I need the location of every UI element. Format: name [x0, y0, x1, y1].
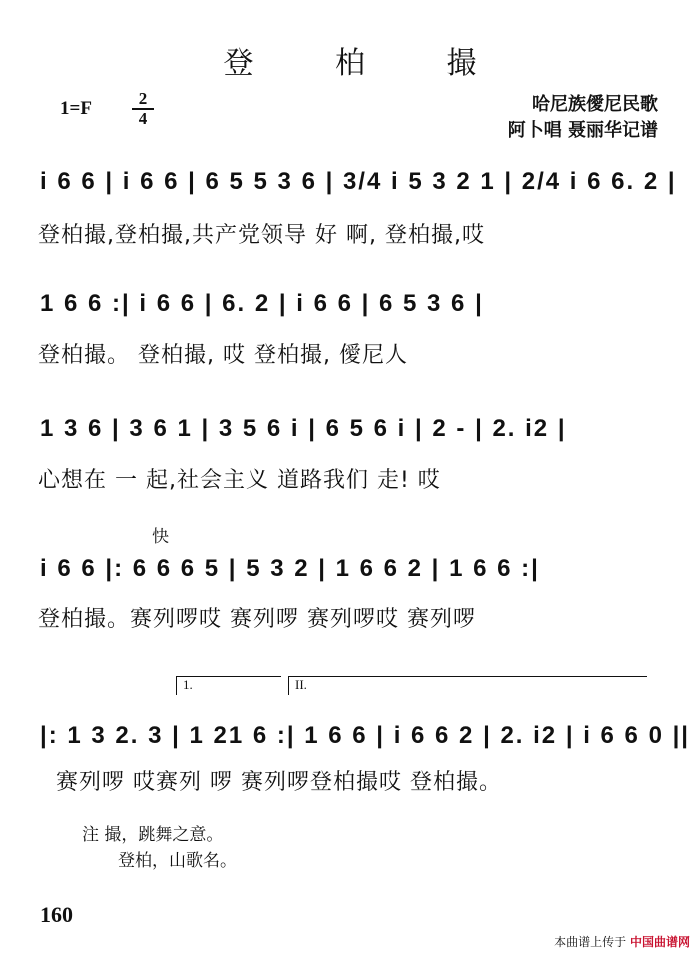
source-credit: [554, 933, 690, 950]
lyrics-row-1: 登柏撮,登柏撮,共产党领导 好 啊, 登柏撮,哎: [38, 223, 485, 248]
source-site[interactable]: 中国曲谱网: [629, 935, 690, 949]
notation-row-4: i 6 6 |: 6 6 6 5 | 5 3 2 | 1 6 6 2 | 1 6 6 :|: [40, 555, 540, 582]
volta-first-ending: [176, 676, 281, 695]
key-signature: 1=F: [60, 98, 92, 119]
meter-top: 2: [132, 90, 154, 110]
page-number: 160: [40, 902, 73, 927]
notation-row-3: 1 3 6 | 3 6 1 | 3 5 6 i | 6 5 6 i | 2 - | 2. i2 |: [40, 415, 567, 442]
source-prefix: 本曲谱上传于: [554, 935, 627, 949]
lyrics-row-4: 登柏撮。赛列啰哎 赛列啰 赛列啰哎 赛列啰: [38, 607, 476, 632]
lyrics-row-3: 心想在 一 起,社会主义 道路我们 走! 哎: [38, 468, 441, 493]
meter-bottom: 4: [138, 109, 148, 128]
footnote-1: 注 撮，跳舞之意。: [82, 825, 224, 845]
time-signature: [132, 90, 154, 128]
notation-row-5: |: 1 3 2. 3 | 1 21 6 :| 1 6 6 | i 6 6 2 | 2. i2 | i 6 6 0 ||: [40, 722, 691, 749]
credit-transcriber: 阿卜唱 聂丽华记谱: [507, 120, 658, 141]
notation-row-2: 1 6 6 :| i 6 6 | 6. 2 | i 6 6 | 6 5 3 6 |: [40, 290, 484, 317]
credit-origin: 哈尼族僾尼民歌: [532, 94, 658, 115]
footnote-2: 登柏，山歌名。: [118, 851, 237, 871]
lyrics-row-5: 赛列啰 哎赛列 啰 赛列啰登柏撮哎 登柏撮。: [56, 770, 502, 795]
volta-second-ending: [288, 676, 647, 695]
volta-first-label: 1.: [183, 677, 193, 692]
lyrics-row-2: 登柏撮。 登柏撮, 哎 登柏撮, 僾尼人: [38, 343, 408, 368]
notation-row-1: i 6 6 | i 6 6 | 6 5 5 3 6 | 3/4 i 5 3 2 1 | 2/4 i 6 6. 2 |: [40, 168, 677, 195]
volta-second-label: II.: [295, 677, 307, 692]
page-title: 登 柏 撮: [223, 46, 513, 81]
tempo-mark: 快: [152, 527, 169, 547]
